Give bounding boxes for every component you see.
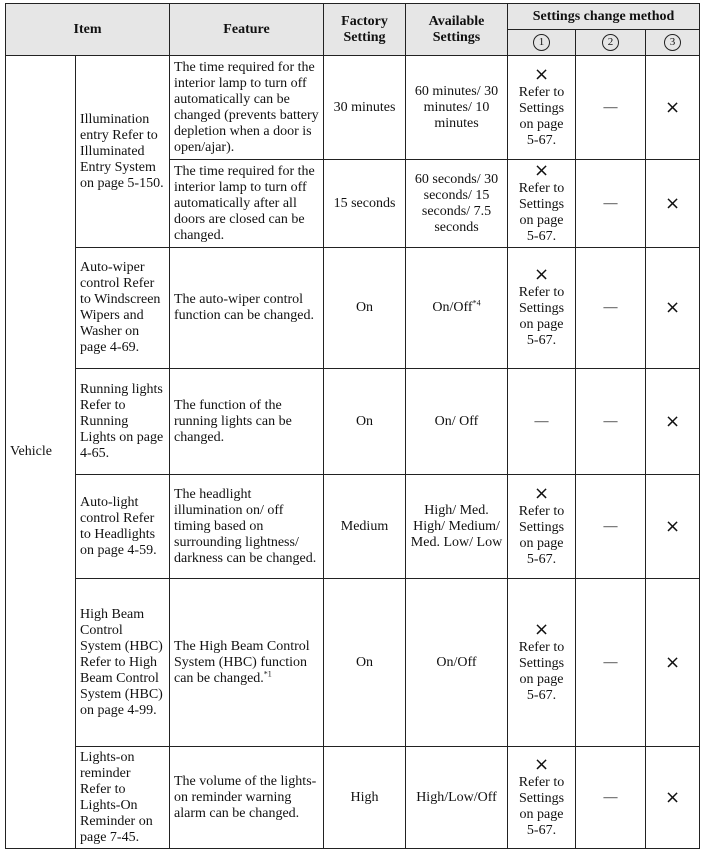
header-settings-change-method: Settings change method	[508, 4, 700, 30]
factory-cell: Medium	[324, 475, 406, 579]
feature-text: The High Beam Control System (HBC) function can be changed.	[174, 638, 310, 686]
method2-dash: —	[576, 369, 646, 475]
cross-mark: ×	[533, 753, 550, 775]
method1-cell	[508, 56, 576, 160]
item-auto-light: Auto-light control Refer to Headlights on page 4-59.	[76, 475, 170, 579]
method1-cell	[508, 579, 576, 747]
group-vehicle: Vehicle	[6, 56, 76, 849]
method3-cross: ×	[646, 747, 700, 849]
cross-mark: ×	[533, 159, 550, 181]
method2-dash: —	[576, 579, 646, 747]
item-auto-wiper: Auto-wiper control Refer to Windscreen Wipers and Washer on page 4-69.	[76, 248, 170, 369]
feature-cell: The function of the running lights can be changed.	[170, 369, 324, 475]
method1-cell	[508, 747, 576, 849]
available-cell: 60 seconds/ 30 seconds/ 15 seconds/ 7.5 seconds	[406, 160, 508, 248]
method3-cross: ×	[646, 248, 700, 369]
available-cell: High/ Med. High/ Medium/ Med. Low/ Low	[406, 475, 508, 579]
feature-cell: The time required for the interior lamp to turn off automatically after all doors are closed can be changed.	[170, 160, 324, 248]
cross-mark: ×	[533, 482, 550, 504]
footnote-mark: *4	[472, 298, 481, 308]
method1-cell	[508, 475, 576, 579]
method3-cross: ×	[646, 160, 700, 248]
refer-note: Refer to Settings on page 5-67.	[518, 774, 565, 838]
feature-cell: The volume of the lights-on reminder warning alarm can be changed.	[170, 747, 324, 849]
cross-mark: ×	[533, 63, 550, 85]
method2-dash: —	[576, 475, 646, 579]
cross-mark: ×	[533, 618, 550, 640]
feature-cell: The auto-wiper control function can be changed.	[170, 248, 324, 369]
feature-cell: The time required for the interior lamp to turn off automatically can be changed (prevents battery depletion when a door is open/ajar).	[170, 56, 324, 160]
circled-3: 3	[664, 34, 681, 51]
header-method-3	[646, 30, 700, 56]
available-cell: On/Off	[406, 579, 508, 747]
item-running-lights: Running lights Refer to Running Lights on page 4-65.	[76, 369, 170, 475]
factory-cell: On	[324, 579, 406, 747]
method2-dash: —	[576, 160, 646, 248]
factory-cell: 30 minutes	[324, 56, 406, 160]
method1-dash: —	[508, 369, 576, 475]
method3-cross: ×	[646, 56, 700, 160]
header-method-1	[508, 30, 576, 56]
factory-cell: On	[324, 369, 406, 475]
item-lights-on-reminder: Lights-on reminder Refer to Lights-On Reminder on page 7-45.	[76, 747, 170, 849]
refer-note: Refer to Settings on page 5-67.	[518, 84, 565, 148]
cross-mark: ×	[533, 264, 550, 285]
available-cell: High/Low/Off	[406, 747, 508, 849]
method2-dash: —	[576, 56, 646, 160]
method2-dash: —	[576, 747, 646, 849]
refer-note: Refer to Settings on page 5-67.	[518, 639, 565, 703]
refer-note: Refer to Settings on page 5-67.	[518, 503, 565, 567]
feature-cell: The headlight illumination on/ off timing based on surrounding lightness/ darkness can be changed.	[170, 475, 324, 579]
method3-cross: ×	[646, 475, 700, 579]
method3-cross: ×	[646, 369, 700, 475]
available-cell: 60 minutes/ 30 minutes/ 10 minutes	[406, 56, 508, 160]
method2-dash: —	[576, 248, 646, 369]
header-method-2	[576, 30, 646, 56]
method1-cell	[508, 248, 576, 369]
header-item: Item	[6, 4, 170, 56]
circled-1: 1	[533, 34, 550, 51]
item-illumination-entry: Illumination entry Refer to Illuminated Entry System on page 5-150.	[76, 56, 170, 248]
header-factory-setting: Factory Setting	[324, 4, 406, 56]
settings-table	[5, 3, 700, 849]
available-cell: On/ Off	[406, 369, 508, 475]
available-value: On/Off	[432, 300, 473, 315]
circled-2: 2	[602, 34, 619, 51]
factory-cell: On	[324, 248, 406, 369]
item-high-beam-control: High Beam Control System (HBC) Refer to High Beam Control System (HBC) on page 4-99.	[76, 579, 170, 747]
factory-cell: High	[324, 747, 406, 849]
header-available-settings: Available Settings	[406, 4, 508, 56]
method1-cell	[508, 160, 576, 248]
header-feature: Feature	[170, 4, 324, 56]
feature-cell	[170, 579, 324, 747]
refer-note: Refer to Settings on page 5-67.	[518, 285, 565, 348]
footnote-mark: *1	[263, 668, 272, 678]
factory-cell: 15 seconds	[324, 160, 406, 248]
available-cell	[406, 248, 508, 369]
method3-cross: ×	[646, 579, 700, 747]
refer-note: Refer to Settings on page 5-67.	[518, 180, 565, 244]
